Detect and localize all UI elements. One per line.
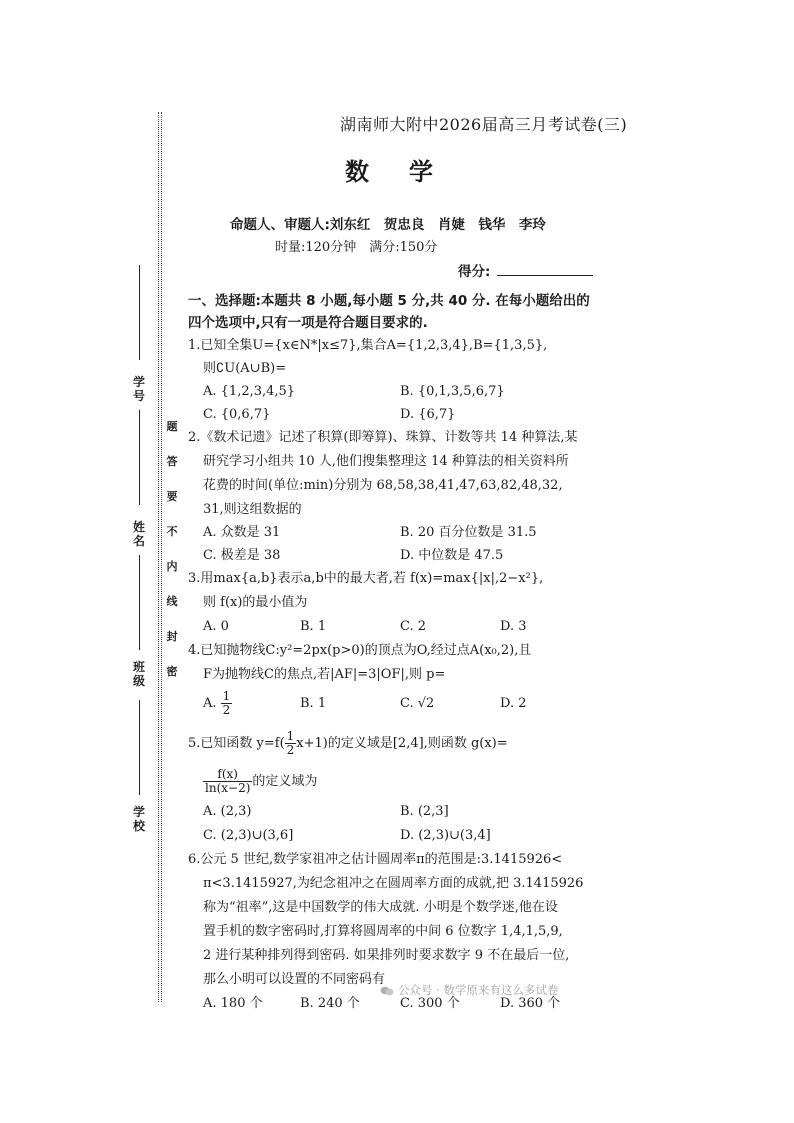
option-a[interactable]: A. 众数是 31 [203,525,281,540]
seal-warning-char: 答 [166,455,178,468]
school-label: 学 校 [132,805,145,833]
option-b[interactable]: B. (2,3] [400,804,449,819]
question-2-line: 花费的时间(单位:min)分别为 68,58,38,41,47,63,82,48,32, [203,478,563,493]
question-5-line: $\frac{f(x)}{\ln(x-2)}$ 的定义域为 [205,767,318,795]
option-b[interactable]: B. 1 [300,696,327,711]
option-a[interactable]: A. $\frac{1}{2}$ [203,689,231,717]
seal-warning-char: 封 [166,630,178,643]
option-c[interactable]: C. {0,6,7} [203,407,271,422]
question-3-line: 则 f(x)的最小值为 [203,595,308,610]
score-label: 得分: [458,264,491,280]
question-1-line: 则∁U(A∪B)= [203,361,287,376]
option-b[interactable]: B. 20 百分位数是 31.5 [400,525,537,540]
fraction: $\frac{1}{2}$ [286,729,295,757]
seal-warning-char: 内 [166,560,178,573]
watermark: 公众号 · 数学原来有这么多试卷 [380,982,558,998]
option-c[interactable]: C. 300 个 [400,996,460,1011]
option-c[interactable]: C. √2 [400,696,435,711]
question-2-line: 2.《数术记遗》记述了积算(即筹算)、珠算、计数等共 14 种算法,某 [188,430,578,445]
option-c[interactable]: C. 2 [400,619,427,634]
seal-warning-char: 不 [166,525,178,538]
option-b[interactable]: B. {0,1,3,5,6,7} [400,384,505,399]
question-6-line: 2 进行某种排列得到密码. 如果排列时要求数字 9 不在最后一位, [203,948,570,963]
option-c[interactable]: C. 极差是 38 [203,548,281,563]
fraction: $\frac{f(x)}{\ln(x-2)}$ [205,767,251,795]
option-b[interactable]: B. 240 个 [300,996,360,1011]
binding-dotted-line [158,112,159,1002]
question-3-line: 3.用max{a,b}表示a,b中的最大者,若 f(x)=max{|x|,2−x²}, [188,571,544,586]
option-d[interactable]: D. (2,3)∪(3,4] [400,828,491,843]
time-score-line: 时量:120分钟 满分:150分 [275,240,438,255]
question-2-line: 31,则这组数据的 [203,502,302,517]
question-6-line: π<3.1415927,为纪念祖冲之在圆周率方面的成就,把 3.1415926 [203,876,584,891]
question-6-line: 6.公元 5 世纪,数学家祖冲之估计圆周率π的范围是:3.1415926< [188,852,563,867]
option-d[interactable]: D. 3 [500,619,527,634]
seal-warning-char: 要 [166,490,178,503]
student-id-label: 学 号 [132,375,145,403]
name-label: 姓 名 [132,520,145,548]
school-blank[interactable] [139,700,140,795]
option-a[interactable]: A. 0 [203,619,229,634]
subject-title: 数学 [345,158,473,186]
question-2-line: 研究学习小组共 10 人,他们搜集整理这 14 种算法的相关资料所 [203,454,569,469]
binding-dotted-line [161,112,162,1002]
option-d[interactable]: D. 2 [500,696,527,711]
question-4-line: 4.已知抛物线C:y²=2px(p>0)的顶点为O,经过点A(x₀,2),且 [188,643,532,658]
option-a[interactable]: A. (2,3) [203,804,252,819]
option-d[interactable]: D. {6,7} [400,407,456,422]
seal-warning-char: 线 [166,595,178,608]
option-b[interactable]: B. 1 [300,619,327,634]
wechat-icon [380,986,394,996]
section-heading: 一、选择题:本题共 8 小题,每小题 5 分,共 40 分. 在每小题给出的 四个选项中,只有一项是符合题目要求的. [188,293,590,331]
student-id-blank[interactable] [139,265,140,360]
class-blank[interactable] [139,555,140,650]
question-4-line: F为抛物线C的焦点,若|AF|=3|OF|,则 p= [203,667,446,682]
question-1-line: 1.已知全集U={x∈N*|x≤7},集合A={1,2,3,4},B={1,3,5}, [188,338,548,353]
option-d[interactable]: D. 中位数是 47.5 [400,548,504,563]
score-blank[interactable] [497,275,593,276]
question-6-line: 置手机的数字密码时,打算将圆周率的中间 6 位数字 1,4,1,5,9, [203,924,563,939]
fraction: $\frac{1}{2}$ [222,689,231,717]
authors-line: 命题人、审题人:刘东红 贺忠良 肖婕 钱华 李玲 [230,217,546,233]
exam-title: 湖南师大附中2026届高三月考试卷(三) [340,115,628,134]
seal-warning-char: 题 [166,420,178,433]
option-c[interactable]: C. (2,3)∪(3,6] [203,828,294,843]
question-6-line: 那么小明可以设置的不同密码有 [203,972,386,987]
seal-warning-char: 密 [166,665,178,678]
option-d[interactable]: D. 360 个 [500,996,561,1011]
name-blank[interactable] [139,410,140,505]
class-label: 班 级 [132,660,145,688]
question-5-line: 5.已知函数 y=f( $\frac{1}{2}$ x+1)的定义域是[2,4],则函数 g(x)= [188,729,508,757]
option-a[interactable]: A. {1,2,3,4,5} [203,384,296,399]
option-a[interactable]: A. 180 个 [203,996,263,1011]
question-6-line: 称为“祖率”,这是中国数学的伟大成就. 小明是个数学迷,他在设 [203,900,558,915]
